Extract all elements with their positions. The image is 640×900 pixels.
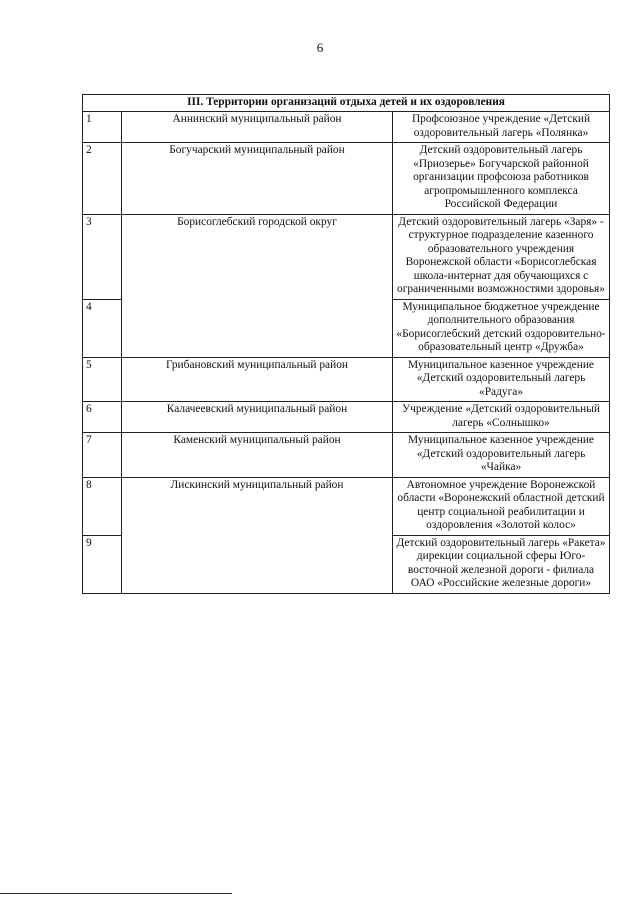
organization-name: Учреждение «Детский оздоровительный лагерь «Солнышко» [393, 402, 610, 433]
table-row [83, 214, 610, 299]
row-number: 2 [83, 143, 122, 215]
organization-name: Детский оздоровительный лагерь «Приозерье» Богучарской районной организации профсоюза работников агропромышленного комплекса Российской Федерации [393, 143, 610, 215]
footnote-separator [0, 893, 232, 894]
section-heading-row [83, 95, 610, 112]
organization-name: Муниципальное казенное учреждение «Детский оздоровительный лагерь «Чайка» [393, 433, 610, 478]
district-name: Грибановский муниципальный район [122, 357, 393, 402]
row-number: 4 [83, 299, 122, 357]
page-number: 6 [316, 40, 324, 55]
row-number: 8 [83, 477, 122, 535]
district-name: Каменский муниципальный район [122, 433, 393, 478]
row-number: 3 [83, 214, 122, 299]
table-row [83, 357, 610, 402]
table-row [83, 402, 610, 433]
organizations-table [82, 94, 610, 594]
district-name: Калачеевский муниципальный район [122, 402, 393, 433]
organization-name: Автономное учреждение Воронежской области «Воронежский областной детский центр социальной реабилитации и оздоровления «Золотой колос» [393, 477, 610, 535]
organization-name: Профсоюзное учреждение «Детский оздоровительный лагерь «Полянка» [393, 112, 610, 143]
row-number: 9 [83, 535, 122, 593]
row-number: 6 [83, 402, 122, 433]
district-name: Богучарский муниципальный район [122, 143, 393, 215]
organization-name: Детский оздоровительный лагерь «Заря» - структурное подразделение казенного образовательного учреждения Воронежской области «Борисоглебская школа-интернат для обучающихся с ограниченными возможностями здоровья» [393, 214, 610, 299]
table-row [83, 477, 610, 535]
section-title: III. Территории организаций отдыха детей и их оздоровления [83, 95, 610, 112]
organization-name: Муниципальное казенное учреждение «Детский оздоровительный лагерь «Радуга» [393, 357, 610, 402]
row-number: 1 [83, 112, 122, 143]
row-number: 5 [83, 357, 122, 402]
row-number: 7 [83, 433, 122, 478]
table-row [83, 433, 610, 478]
district-name: Аннинский муниципальный район [122, 112, 393, 143]
organization-name: Муниципальное бюджетное учреждение дополнительного образования «Борисоглебский детский оздоровительно-образовательный центр «Дружба» [393, 299, 610, 357]
district-name: Лискинский муниципальный район [122, 477, 393, 593]
table-row [83, 112, 610, 143]
table-row [83, 143, 610, 215]
organization-name: Детский оздоровительный лагерь «Ракета» дирекции социальной сферы Юго-восточной железной дороги - филиала ОАО «Российские железные дороги» [393, 535, 610, 593]
district-name: Борисоглебский городской округ [122, 214, 393, 357]
